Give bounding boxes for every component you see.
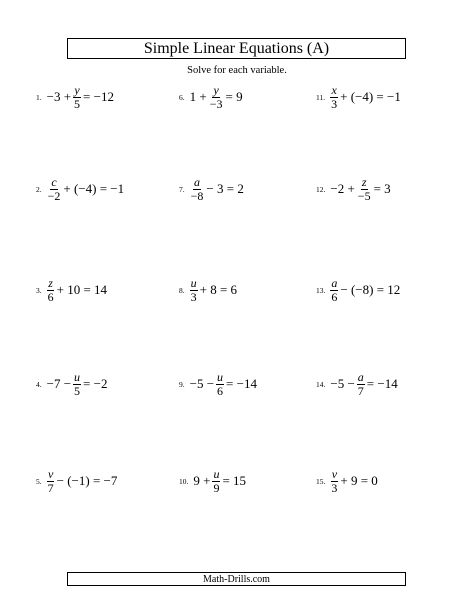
problem-number: 8. [179, 285, 185, 295]
instructions: Solve for each variable. [187, 65, 287, 76]
equation-text: −5 − [189, 376, 215, 392]
fraction-denominator: −2 [47, 188, 61, 203]
problem-11 [316, 84, 402, 110]
problem-number: 13. [316, 285, 326, 295]
fraction-denominator: 3 [331, 480, 338, 495]
problem-number: 4. [36, 379, 42, 389]
fraction [73, 371, 81, 397]
problem-number: 7. [179, 184, 185, 194]
equation-text: − 3 = 2 [206, 181, 244, 197]
fraction-numerator: u [217, 370, 224, 384]
equation-text: = −12 [83, 89, 114, 105]
fraction-numerator: y [74, 83, 80, 97]
fraction [330, 84, 338, 110]
problem-number: 5. [36, 476, 42, 486]
fraction-denominator: −5 [357, 188, 371, 203]
fraction-numerator: u [190, 276, 197, 290]
equation-text: −7 − [46, 376, 72, 392]
fraction-denominator: 5 [74, 96, 81, 111]
fraction [357, 371, 365, 397]
problem-1 [36, 84, 115, 110]
problem-6 [179, 84, 244, 110]
problem-9 [179, 371, 258, 397]
fraction-numerator: x [331, 83, 337, 97]
fraction-numerator: a [331, 276, 338, 290]
equation-text: = −2 [83, 376, 108, 392]
equation-text: 9 + [193, 473, 211, 489]
fraction [47, 176, 62, 202]
problem-number: 3. [36, 285, 42, 295]
problem-7 [179, 176, 245, 202]
problem-number: 11. [316, 92, 326, 102]
problem-number: 9. [179, 379, 185, 389]
fraction-numerator: a [194, 175, 201, 189]
equation-text: = 9 [225, 89, 243, 105]
equation-text: = −14 [366, 376, 398, 392]
fraction-numerator: u [74, 370, 81, 384]
fraction-denominator: 3 [190, 289, 197, 304]
fraction [73, 84, 81, 110]
problem-14 [316, 371, 399, 397]
fraction-numerator: y [213, 83, 219, 97]
fraction-numerator: z [361, 175, 367, 189]
equation-text: 1 + [189, 89, 207, 105]
fraction-numerator: u [213, 467, 220, 481]
equation-text: − (−1) = −7 [56, 473, 118, 489]
fraction-denominator: 5 [74, 383, 81, 398]
problem-12 [316, 176, 392, 202]
problem-number: 1. [36, 92, 42, 102]
fraction [212, 468, 220, 494]
fraction [216, 371, 224, 397]
problem-10 [179, 468, 247, 494]
problem-5 [36, 468, 118, 494]
equation-text: = −14 [226, 376, 257, 392]
equation-text: −2 + [330, 181, 355, 197]
footer-credit: Math-Drills.com [67, 572, 406, 586]
equation-text: − (−8) = 12 [340, 282, 401, 298]
fraction-denominator: −3 [209, 96, 223, 111]
problem-4 [36, 371, 108, 397]
problem-number: 12. [316, 184, 326, 194]
fraction [190, 176, 205, 202]
fraction [209, 84, 224, 110]
fraction-numerator: v [331, 467, 338, 481]
equation-text: + (−4) = −1 [63, 181, 125, 197]
problem-number: 15. [316, 476, 326, 486]
fraction-numerator: z [48, 276, 53, 290]
equation-text: + 9 = 0 [340, 473, 378, 489]
problem-15 [316, 468, 379, 494]
fraction [190, 277, 198, 303]
equation-text: = 3 [373, 181, 391, 197]
fraction [330, 277, 338, 303]
equation-text: + 8 = 6 [199, 282, 238, 298]
fraction-denominator: 6 [331, 289, 338, 304]
problem-8 [179, 277, 238, 303]
equation-text: + (−4) = −1 [340, 89, 401, 105]
fraction-denominator: 7 [47, 480, 54, 495]
fraction-denominator: −8 [190, 188, 204, 203]
equation-text: −3 + [46, 89, 72, 105]
fraction [357, 176, 372, 202]
problem-number: 6. [179, 92, 185, 102]
fraction [47, 277, 55, 303]
fraction-numerator: v [47, 467, 54, 481]
fraction-denominator: 3 [331, 96, 338, 111]
fraction-denominator: 9 [213, 480, 220, 495]
equation-text: + 10 = 14 [56, 282, 108, 298]
fraction-numerator: c [51, 175, 57, 189]
problem-13 [316, 277, 401, 303]
problem-3 [36, 277, 108, 303]
worksheet-title: Simple Linear Equations (A) [67, 38, 406, 59]
fraction [330, 468, 338, 494]
fraction [47, 468, 55, 494]
problem-number: 14. [316, 379, 326, 389]
problem-number: 10. [179, 476, 189, 486]
fraction-denominator: 7 [357, 383, 364, 398]
problem-number: 2. [36, 184, 42, 194]
equation-text: −5 − [330, 376, 355, 392]
fraction-denominator: 6 [47, 289, 54, 304]
fraction-numerator: a [357, 370, 364, 384]
fraction-denominator: 6 [217, 383, 224, 398]
problem-2 [36, 176, 125, 202]
equation-text: = 15 [222, 473, 247, 489]
